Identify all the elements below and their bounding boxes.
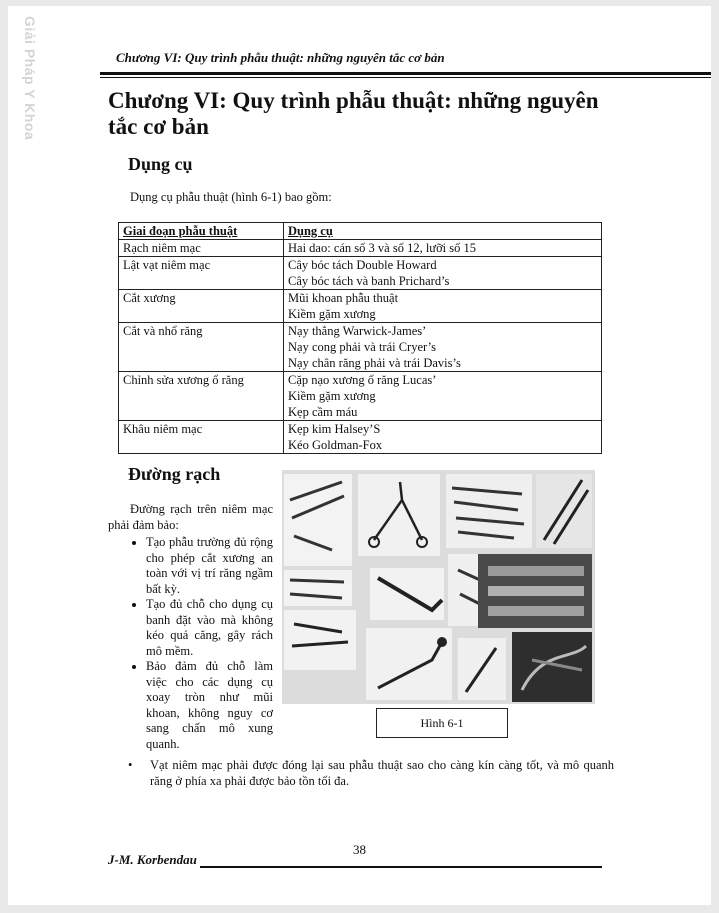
tool-item: Cây bóc tách và banh Prichard’s [288, 274, 450, 288]
tools-cell [284, 240, 602, 257]
table-row [119, 240, 602, 257]
tool-item: Kẹp kim Halsey’S [288, 422, 381, 436]
final-bullet [128, 757, 614, 789]
tool-item: Nạy thẳng Warwick-James’ [288, 324, 427, 338]
list-item: • Tạo phẫu trường đủ rộng cho phép cắt xương an toàn với vị trí răng ngầm bất kỳ. [146, 535, 273, 597]
footer-rule [200, 866, 602, 868]
tool-item: Nạy cong phải và trái Cryer’s [288, 340, 436, 354]
tool-item: Kẹp cầm máu [288, 405, 358, 419]
running-header: Chương VI: Quy trình phẫu thuật: những nguyên tắc cơ bản [116, 50, 445, 65]
tool-item: Kiềm gặm xương [288, 389, 376, 403]
chapter-title: Chương VI: Quy trình phẫu thuật: những nguyên tắc cơ bản [108, 88, 599, 139]
tool-item: Hai dao: cán số 3 và số 12, lưỡi số 15 [288, 241, 477, 255]
watermark: Giải Pháp Y Khoa [22, 16, 38, 141]
incision-text [108, 502, 273, 752]
table-header-stage: Giai đoạn phẫu thuật [119, 223, 284, 240]
stage-cell: Cắt xương [119, 290, 284, 323]
tool-item: Cặp nạo xương ổ răng Lucas’ [288, 373, 437, 387]
stage-cell: Lật vạt niêm mạc [119, 257, 284, 290]
tool-item: Kiềm gặm xương [288, 307, 376, 321]
figure-caption: Hình 6-1 [376, 708, 508, 738]
table-row [119, 290, 602, 323]
footer-author: J-M. Korbendau [108, 852, 197, 867]
table-row [119, 323, 602, 372]
stage-cell: Khâu niêm mạc [119, 421, 284, 454]
instruments-table [118, 222, 602, 454]
tools-cell [284, 421, 602, 454]
table-row [119, 257, 602, 290]
stage-cell: Cắt và nhổ răng [119, 323, 284, 372]
tools-cell [284, 323, 602, 372]
stage-cell: Chỉnh sửa xương ổ răng [119, 372, 284, 421]
final-bullet-text: Vạt niêm mạc phải được đóng lại sau phẫu thuật sao cho càng kín càng tốt, và mô quanh răng ở phía xa phải được bảo tồn tối đa. [150, 758, 614, 788]
instruments-photo-collage [282, 470, 595, 704]
header-rule [100, 72, 711, 75]
table-row [119, 372, 602, 421]
instruments-intro: Dụng cụ phẫu thuật (hình 6-1) bao gồm: [130, 190, 332, 204]
instruments-table-body [119, 240, 602, 454]
tools-cell [284, 290, 602, 323]
tools-cell [284, 257, 602, 290]
section-heading-incision: Đường rạch [128, 464, 221, 484]
tool-item: Nạy chân răng phải và trái Davis’s [288, 356, 461, 370]
page-number: 38 [353, 842, 366, 857]
list-item: • Bảo đảm đủ chỗ làm việc cho các dụng cụ xoay tròn như mũi khoan, không nguy cơ sang chấn mô xung quanh. [146, 659, 273, 752]
table-header-tools: Dụng cụ [284, 223, 602, 240]
tool-item: Kéo Goldman-Fox [288, 438, 383, 452]
tool-item: Mũi khoan phẫu thuật [288, 291, 399, 305]
header-rule-thin [100, 77, 711, 78]
section-heading-instruments: Dụng cụ [128, 154, 193, 174]
table-header-row [119, 223, 602, 240]
incision-intro: Đường rạch trên niêm mạc phải đảm bảo: [108, 502, 273, 532]
bullet-dot: • [128, 758, 133, 772]
tool-item: Cây bóc tách Double Howard [288, 258, 437, 272]
incision-bullet-list [108, 535, 273, 752]
figure-surgical-instruments-photo [282, 470, 595, 704]
table-row [119, 421, 602, 454]
tools-cell [284, 372, 602, 421]
list-item: • Tạo đủ chỗ cho dụng cụ banh đặt vào mà không kéo quá căng, gây rách mô mềm. [146, 597, 273, 659]
stage-cell: Rạch niêm mạc [119, 240, 284, 257]
